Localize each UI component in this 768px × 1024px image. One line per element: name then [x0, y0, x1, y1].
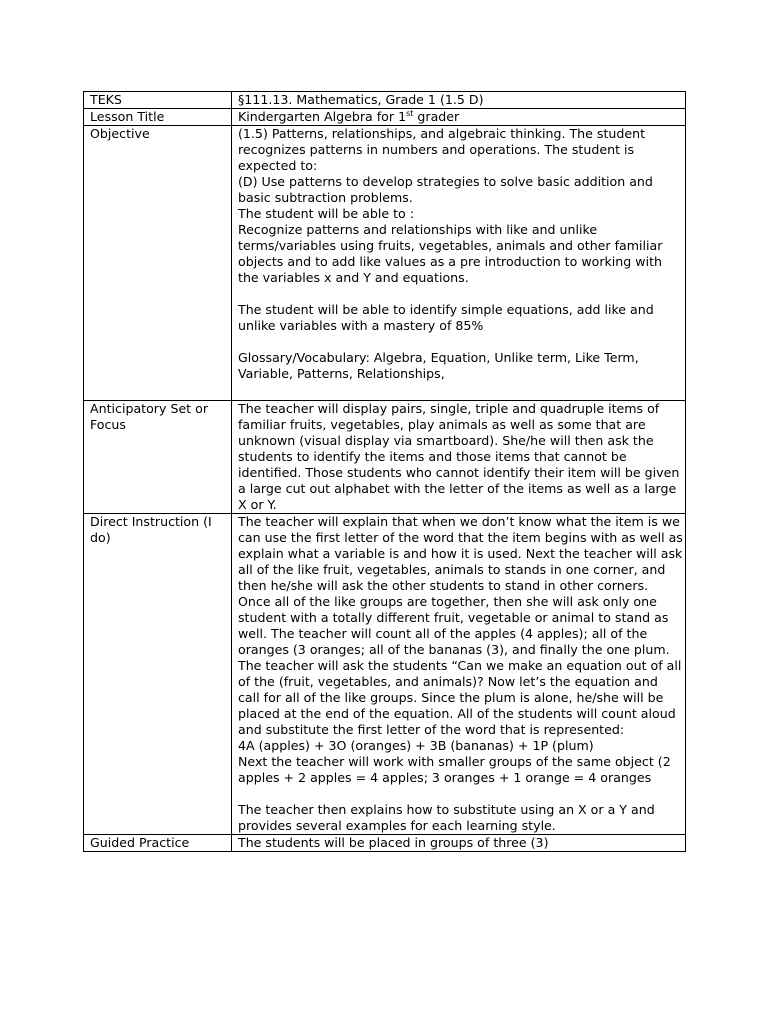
row-objective — [84, 126, 686, 401]
anticipatory-paragraph: The teacher will display pairs, single, triple and quadruple items of familiar fruits, vegetables, play animals as well as some that are unknown (visual display via smartboard). She/he will then ask the students to identify the items and those items that cannot be identified. Those students who cannot identify their item will be given a large cut out alphabet with the letter of the items as well as a large X or Y. — [238, 401, 680, 512]
lesson-plan-table — [83, 91, 686, 852]
glossary-vocabulary: Glossary/Vocabulary: Algebra, Equation, Unlike term, Like Term, Variable, Patterns, Relationships, — [238, 350, 639, 381]
objective-paragraph: The student will be able to identify simple equations, add like and unlike variables with a mastery of 85% — [238, 302, 654, 333]
instruction-paragraph: The teacher will explain that when we don’t know what the item is we can use the first letter of the word that the item begins with as well as explain what a variable is and how it is used. Next the teacher will ask all of the like fruit, vegetables, animals to stands in one corner, and then he/she will ask the other students to stand in other corners. Once all of the like groups are together, then she will ask only one student with a totally different fruit, vegetable or animal to stand as well. The teacher will count all of the apples (4 apples); all of the oranges (3 oranges; all of the bananas (3), and finally the one plum. — [238, 514, 683, 657]
row-direct-instruction — [84, 514, 686, 835]
paragraph-gap — [238, 786, 683, 802]
content-lesson-title — [232, 109, 686, 126]
label-teks: TEKS — [84, 92, 232, 109]
row-lesson-title — [84, 109, 686, 126]
label-guided-practice: Guided Practice — [84, 835, 232, 852]
instruction-paragraph: Next the teacher will work with smaller groups of the same object (2 apples + 2 apples = 4 apples; 3 oranges + 1 orange = 4 oranges — [238, 754, 671, 785]
paragraph-gap — [238, 286, 683, 302]
lesson-title-end: grader — [413, 109, 460, 124]
paragraph-gap — [238, 334, 683, 350]
row-anticipatory-set — [84, 401, 686, 514]
instruction-paragraph: The teacher will ask the students “Can we make an equation out of all of the (fruit, vegetables, and animals)? Now let’s the equation and call for all of the like groups. Since the plum is alone, he/she will be placed at the end of the equation. All of the students will count aloud and substitute the first letter of the word that is represented: — [238, 658, 682, 737]
row-guided-practice — [84, 835, 686, 852]
label-objective: Objective — [84, 126, 232, 401]
objective-paragraph: The student will be able to : — [238, 206, 414, 221]
row-teks — [84, 92, 686, 109]
content-anticipatory-set — [232, 401, 686, 514]
lesson-title-superscript: st — [406, 108, 414, 118]
label-lesson-title: Lesson Title — [84, 109, 232, 126]
label-direct-instruction: Direct Instruction (I do) — [84, 514, 232, 835]
label-anticipatory-set: Anticipatory Set or Focus — [84, 401, 232, 514]
objective-paragraph: Recognize patterns and relationships with like and unlike terms/variables using fruits, vegetables, animals and other familiar objects and to add like values as a pre introduction to working with the variables x and Y and equations. — [238, 222, 663, 285]
content-objective — [232, 126, 686, 401]
content-guided-practice — [232, 835, 686, 852]
content-direct-instruction — [232, 514, 686, 835]
guided-practice-paragraph: The students will be placed in groups of three (3) — [238, 835, 549, 850]
objective-paragraph: (D) Use patterns to develop strategies to solve basic addition and basic subtraction problems. — [238, 174, 653, 205]
content-teks: §111.13. Mathematics, Grade 1 (1.5 D) — [232, 92, 686, 109]
lesson-title-text: Kindergarten Algebra for 1 — [238, 109, 407, 124]
objective-paragraph: (1.5) Patterns, relationships, and algebraic thinking. The student recognizes patterns in numbers and operations. The student is expected to: — [238, 126, 646, 173]
instruction-paragraph: The teacher then explains how to substitute using an X or a Y and provides several examples for each learning style. — [238, 802, 655, 833]
equation-example: 4A (apples) + 3O (oranges) + 3B (bananas) + 1P (plum) — [238, 738, 594, 753]
